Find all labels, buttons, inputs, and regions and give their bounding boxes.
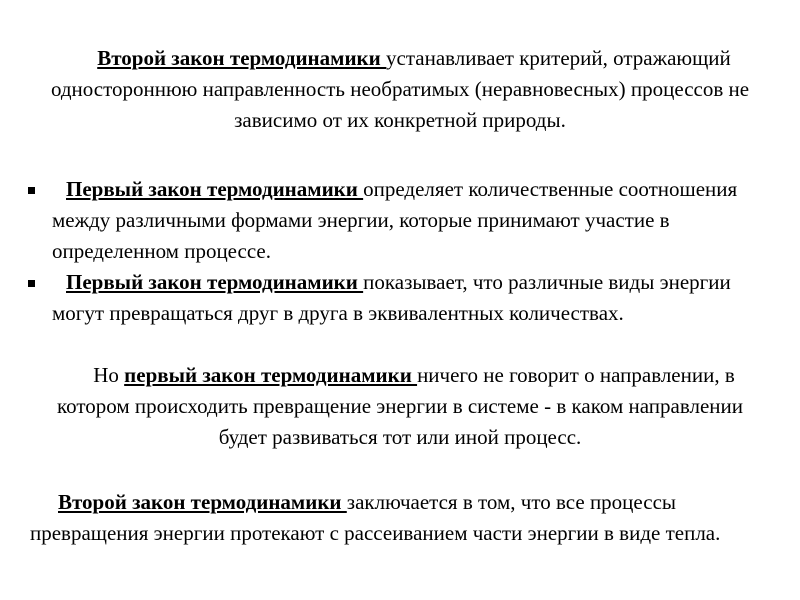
term-first-law: Первый закон термодинамики (66, 177, 364, 201)
paragraph-lead: Но (93, 363, 125, 387)
term-second-law: Второй закон термодинамики (97, 46, 386, 70)
term-first-law: первый закон термодинамики (124, 363, 418, 387)
paragraph-text: заключается в том, что все процессы превращения энергии протекают с рассеиванием части энергии в виде тепла. (30, 490, 721, 545)
paragraph-second-law-criterion (40, 43, 760, 136)
paragraph-first-law-equivalence (52, 267, 764, 329)
term-second-law: Второй закон термодинамики (58, 490, 347, 514)
paragraph-first-law-quantitative (52, 174, 764, 267)
paragraph-text: устанавливает критерий, отражающий одностороннюю направленность необратимых (неравновесных) процессов не зависимо от их конкретной природы. (50, 46, 750, 132)
paragraph-text: показывает, что различные виды энергии могут превращаться друг в друга в эквивалентных количествах. (52, 270, 731, 325)
square-bullet-icon (28, 187, 35, 194)
paragraph-second-law-dissipation (30, 487, 760, 549)
paragraph-text: ничего не говорит о направлении, в котором происходить превращение энергии в системе - в каком направлении будет развиваться тот или иной процесс. (57, 363, 743, 449)
term-first-law: Первый закон термодинамики (66, 270, 364, 294)
square-bullet-icon (28, 280, 35, 287)
paragraph-text: определяет количественные соотношения между различными формами энергии, которые принимают участие в определенном процессе. (52, 177, 738, 263)
paragraph-first-law-direction (36, 360, 764, 453)
